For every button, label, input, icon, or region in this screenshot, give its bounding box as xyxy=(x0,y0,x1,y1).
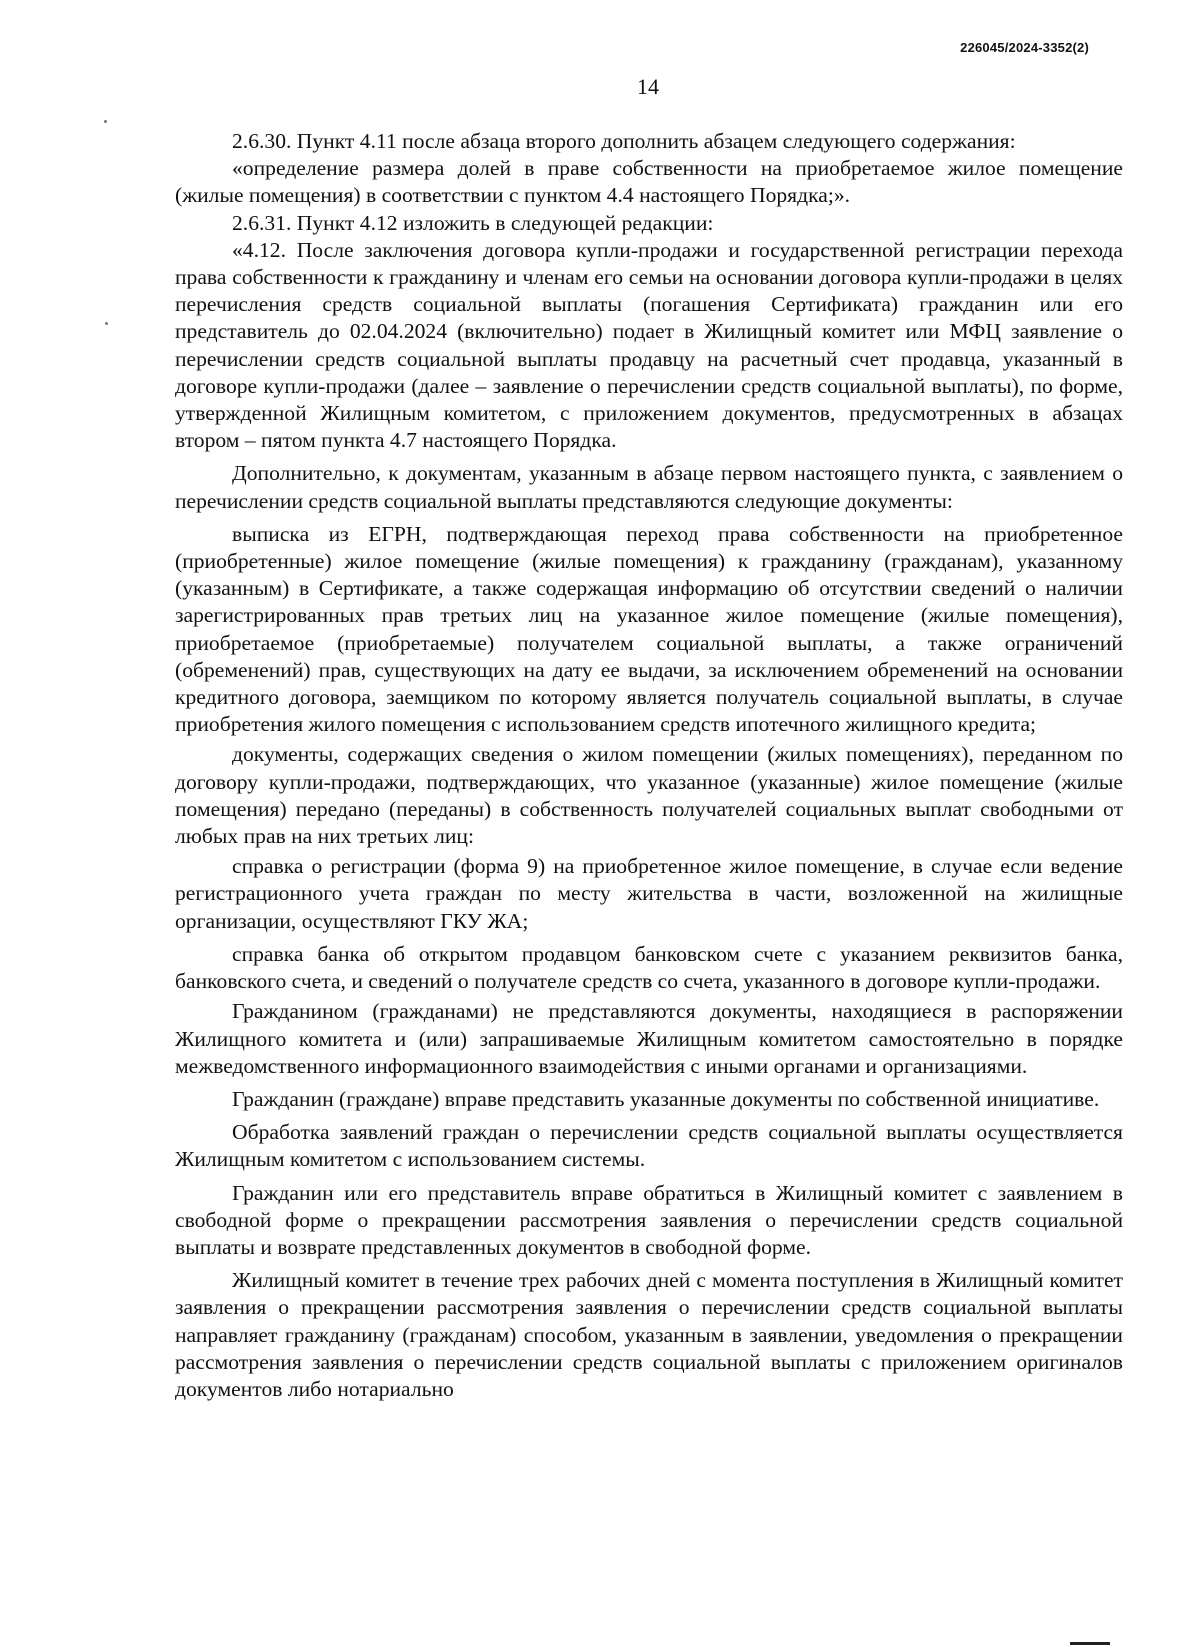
paragraph-4-12: «4.12. После заключения договора купли-продажи и государственной регистрации перехода права собственности к гражданину и членам его семьи на основании договора купли-продажи в целях перечисления средств социальной выплаты (погашения Сертификата) гражданин или его представитель до 02.04.2024 (включительно) подает в Жилищный комитет или МФЦ заявление о перечислении средств социальной выплаты продавцу на расчетный счет продавца, указанный в договоре купли-продажи (далее – заявление о перечислении средств социальной выплаты), по форме, утвержденной Жилищным комитетом, с приложением документов, предусмотренных в абзацах втором – пятом пункта 4.7 настоящего Порядка. xyxy=(175,237,1123,453)
document-body xyxy=(175,128,1123,1403)
paragraph-not-required-docs: Гражданином (гражданами) не представляются документы, находящиеся в распоряжении Жилищного комитета и (или) запрашиваемые Жилищным комитетом самостоятельно в порядке межведомственного информационного взаимодействия с иными органами и организациями. xyxy=(175,999,1123,1078)
paragraph-property-documents: документы, содержащих сведения о жилом помещении (жилых помещениях), переданном по договору купли-продажи, подтверждающих, что указанное (указанные) жилое помещение (жилые помещения) передано (переданы) в собственность получателей социальных выплат свободными от любых прав на них третьих лиц: xyxy=(175,742,1123,849)
paragraph-additional-docs: Дополнительно, к документам, указанным в абзаце первом настоящего пункта, с заявлением о перечислении средств социальной выплаты представляются следующие документы: xyxy=(175,461,1123,513)
paragraph-own-initiative: Гражданин (граждане) вправе представить указанные документы по собственной инициативе. xyxy=(232,1086,1100,1111)
paragraph-withdrawal-request: Гражданин или его представитель вправе обратиться в Жилищный комитет с заявлением в свободной форме о прекращении рассмотрения заявления о перечислении средств социальной выплаты и возврате представленных документов в свободной форме. xyxy=(175,1180,1123,1259)
paragraph-bank-statement: справка банка об открытом продавцом банковском счете с указанием реквизитов банка, банковского счета, и сведений о получателе средств со счета, указанного в договоре купли-продажи. xyxy=(175,941,1123,994)
paragraph-egrn-extract: выписка из ЕГРН, подтверждающая переход права собственности на приобретенное (приобретенные) жилое помещение (жилые помещения) к гражданину (гражданам), указанному (указанным) в Сертификате, а также содержащая информацию об отсутствии сведений о наличии зарегистрированных прав третьих лиц на указанное жилое помещение (жилые помещения), приобретаемое (приобретаемые) получателем социальной выплаты, а также ограничений (обременений) прав, существующих на дату ее выдачи, за исключением обременений на основании кредитного договора, заемщиком по которому является получатель социальной выплаты, в случае приобретения жилого помещения с использованием средств ипотечного жилищного кредита; xyxy=(175,521,1123,737)
bottom-edge-mark xyxy=(1070,1642,1110,1645)
page-number: 14 xyxy=(637,74,659,99)
paragraph-form-9: справка о регистрации (форма 9) на приобретенное жилое помещение, в случае если ведение регистрационного учета граждан по месту жительства в части, возложенной на жилищные организации, осуществляют ГКУ ЖА; xyxy=(175,854,1123,933)
scan-speck xyxy=(104,120,107,123)
paragraph-processing: Обработка заявлений граждан о перечислении средств социальной выплаты осуществляется Жилищным комитетом с использованием системы. xyxy=(175,1120,1123,1172)
document-number: 226045/2024-3352(2) xyxy=(960,40,1089,55)
scan-speck xyxy=(105,322,108,325)
paragraph-committee-notice: Жилищный комитет в течение трех рабочих дней с момента поступления в Жилищный комитет заявления о прекращении рассмотрения заявления о перечислении средств социальной выплаты направляет гражданину (гражданам) способом, указанным в заявлении, уведомления о прекращении рассмотрения заявления о перечислении средств социальной выплаты с приложением оригиналов документов либо нотариально xyxy=(175,1268,1123,1401)
paragraph-quote-4-11: «определение размера долей в праве собственности на приобретаемое жилое помещение (жилые помещения) в соответствии с пунктом 4.4 настоящего Порядка;». xyxy=(175,156,1123,208)
paragraph-2-6-31: 2.6.31. Пункт 4.12 изложить в следующей редакции: xyxy=(232,210,714,235)
paragraph-2-6-30: 2.6.30. Пункт 4.11 после абзаца второго дополнить абзацем следующего содержания: xyxy=(232,129,1016,153)
